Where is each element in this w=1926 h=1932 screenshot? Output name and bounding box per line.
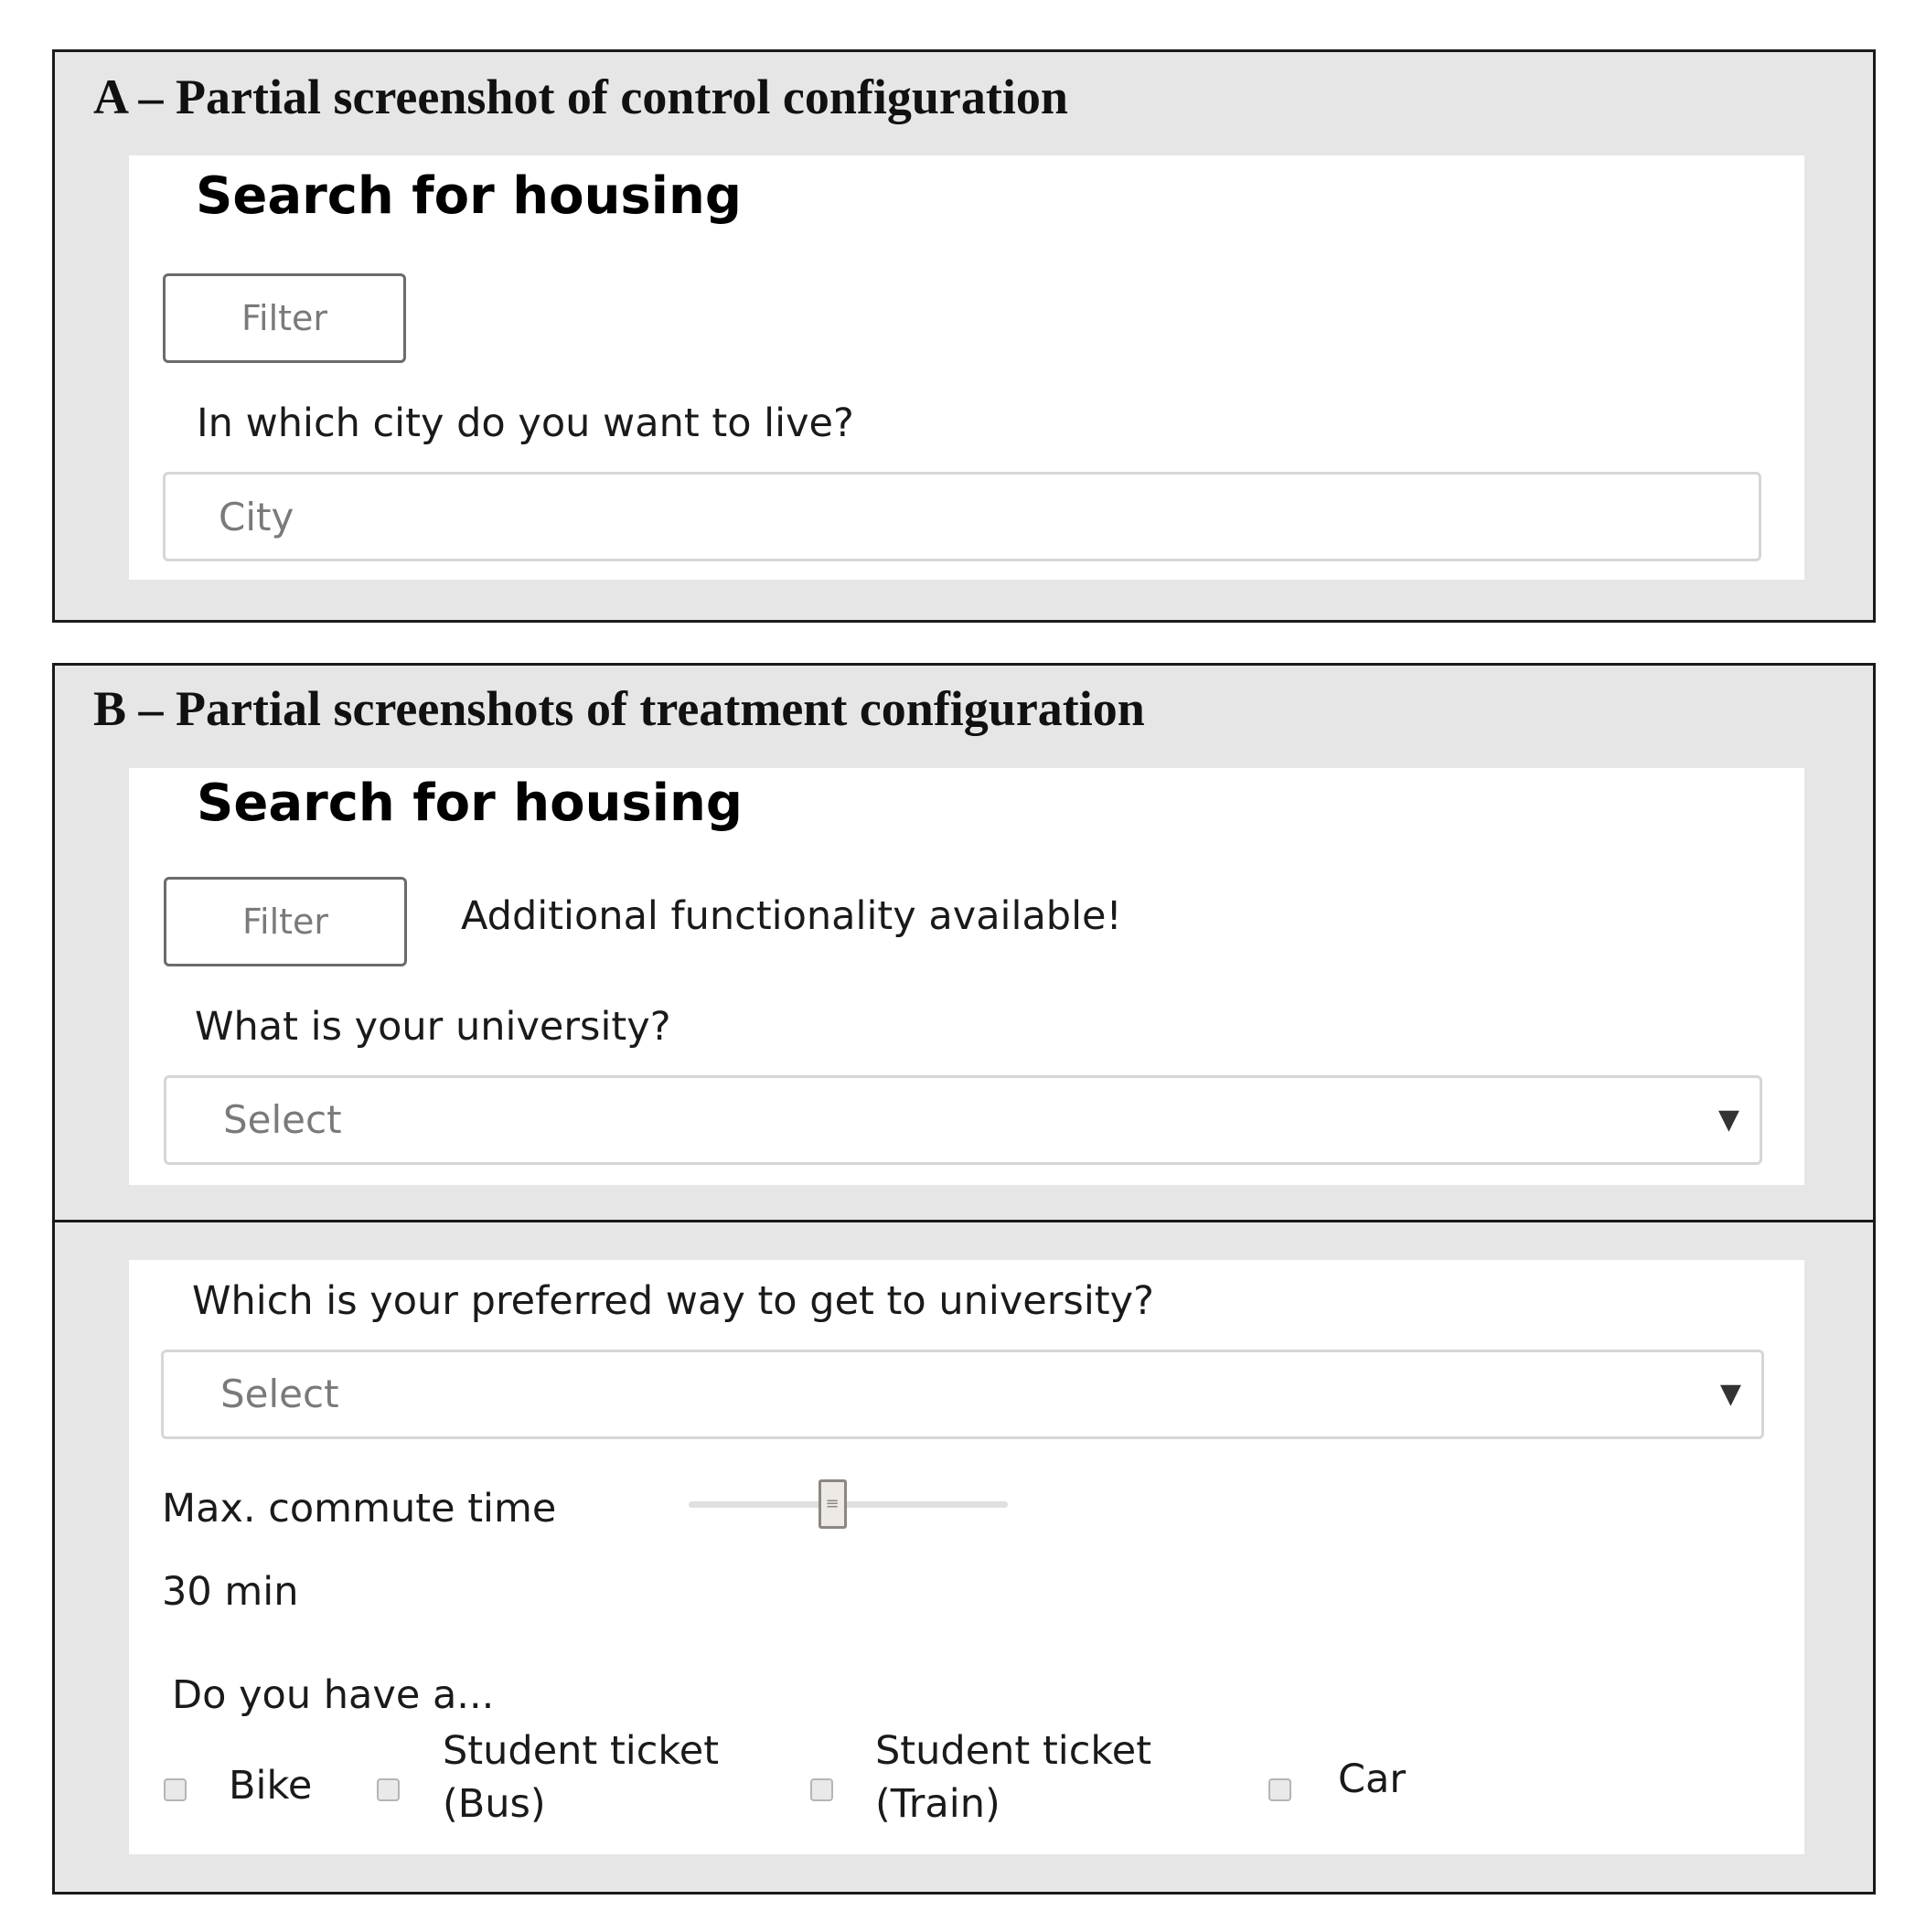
slider-grip-icon: ≡ (825, 1494, 840, 1513)
university-select-value: Select (223, 1097, 342, 1142)
student-ticket-bus-checkbox[interactable] (377, 1778, 400, 1801)
city-question-label: In which city do you want to live? (197, 400, 854, 446)
city-field[interactable] (163, 472, 1761, 561)
student-ticket-train-label-line2: (Train) (875, 1781, 1000, 1827)
chevron-down-icon: ▼ (1719, 1378, 1741, 1410)
city-input[interactable] (219, 475, 1653, 559)
filter-button[interactable]: Filter (163, 273, 406, 363)
student-ticket-train-label-line1: Student ticket (875, 1728, 1152, 1774)
university-question-label: What is your university? (195, 1004, 671, 1050)
filter-button[interactable]: Filter (164, 877, 407, 966)
control-configuration-panel (52, 49, 1876, 623)
commute-time-slider-track[interactable] (689, 1501, 1008, 1508)
panel-a-title: A – Partial screenshot of control configuration (93, 69, 1068, 124)
bike-option-label: Bike (229, 1763, 313, 1809)
car-checkbox[interactable] (1268, 1778, 1291, 1801)
page-title: Search for housing (197, 774, 743, 833)
student-ticket-bus-label-line2: (Bus) (443, 1781, 546, 1827)
commute-time-label: Max. commute time (162, 1486, 557, 1532)
control-search-card (129, 155, 1804, 580)
additional-functionality-notice: Additional functionality available! (461, 893, 1122, 939)
commute-time-slider-handle[interactable] (819, 1479, 847, 1529)
student-ticket-bus-label-line1: Student ticket (443, 1728, 720, 1774)
page-title: Search for housing (196, 166, 742, 226)
have-question-label: Do you have a... (172, 1672, 495, 1718)
chevron-down-icon: ▼ (1717, 1104, 1739, 1136)
bike-checkbox[interactable] (164, 1778, 187, 1801)
commute-way-select-value: Select (220, 1372, 339, 1416)
commute-preferences-card (129, 1260, 1804, 1854)
commute-time-value: 30 min (162, 1569, 299, 1615)
panel-divider (55, 1220, 1873, 1222)
treatment-search-card (129, 768, 1804, 1185)
commute-way-select[interactable] (161, 1350, 1764, 1439)
car-option-label: Car (1338, 1756, 1407, 1802)
commute-way-question-label: Which is your preferred way to get to university? (192, 1278, 1154, 1324)
panel-b-title: B – Partial screenshots of treatment configuration (93, 681, 1145, 736)
university-select[interactable] (164, 1075, 1762, 1165)
student-ticket-train-checkbox[interactable] (810, 1778, 833, 1801)
